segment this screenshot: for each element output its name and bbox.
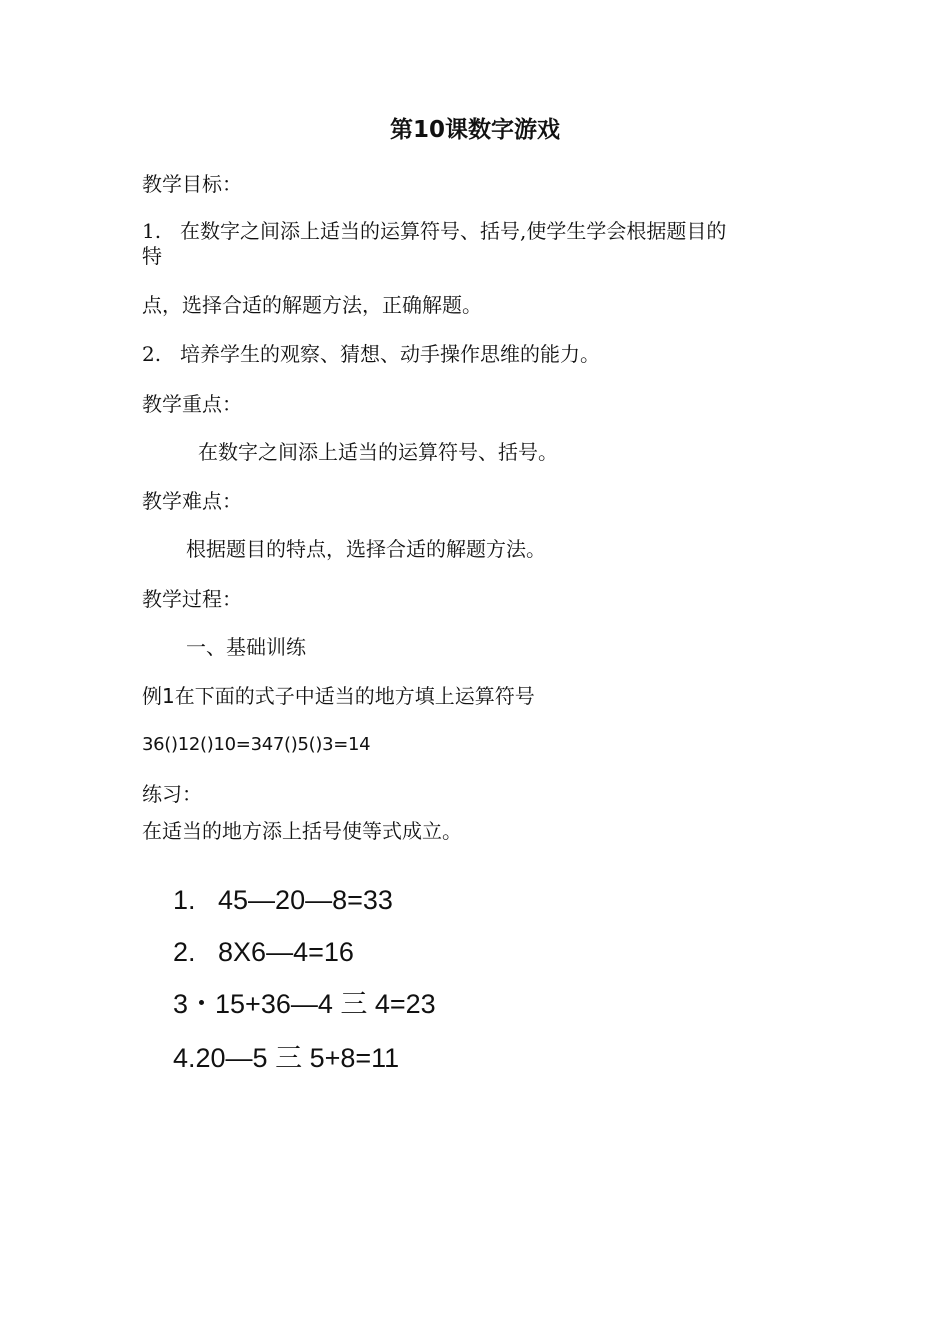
practice-label: 练习：	[142, 782, 202, 806]
objective-2	[142, 343, 600, 366]
exercise-2: 2. 8X6—4=16	[173, 937, 354, 967]
objective-1-line1	[142, 220, 726, 243]
difficulty-heading: 教学难点：	[142, 489, 242, 513]
objective-1-number: 1.	[142, 219, 162, 243]
part-one-heading: 一、基础训练	[186, 635, 306, 659]
example-title: 例1在下面的式子中适当的地方填上运算符号	[142, 684, 535, 708]
exercise-1: 1. 45—20—8=33	[173, 885, 393, 915]
example-expression: 36()12()10=347()5()3=14	[142, 734, 371, 755]
practice-instruction: 在适当的地方添上括号使等式成立。	[142, 819, 462, 843]
objectives-heading: 教学目标：	[142, 172, 242, 196]
objective-2-number: 2.	[142, 342, 162, 366]
process-heading: 教学过程：	[142, 587, 242, 611]
objective-2-text: 培养学生的观察、猜想、动手操作思维的能力。	[180, 342, 600, 366]
exercise-3: 3・15+36—4 三 4=23	[173, 989, 436, 1019]
objective-1-line3: 点，选择合适的解题方法，正确解题。	[142, 293, 482, 317]
key-points-heading: 教学重点：	[142, 392, 242, 416]
objective-1-line2: 特	[142, 244, 162, 268]
difficulty-text: 根据题目的特点，选择合适的解题方法。	[186, 537, 546, 561]
key-points-text: 在数字之间添上适当的运算符号、括号。	[198, 440, 558, 464]
page-title: 第10课数字游戏	[389, 117, 560, 143]
objective-1-text: 在数字之间添上适当的运算符号、括号,使学生学会根据题目的	[180, 219, 727, 243]
exercise-4: 4.20—5 三 5+8=11	[173, 1043, 400, 1073]
